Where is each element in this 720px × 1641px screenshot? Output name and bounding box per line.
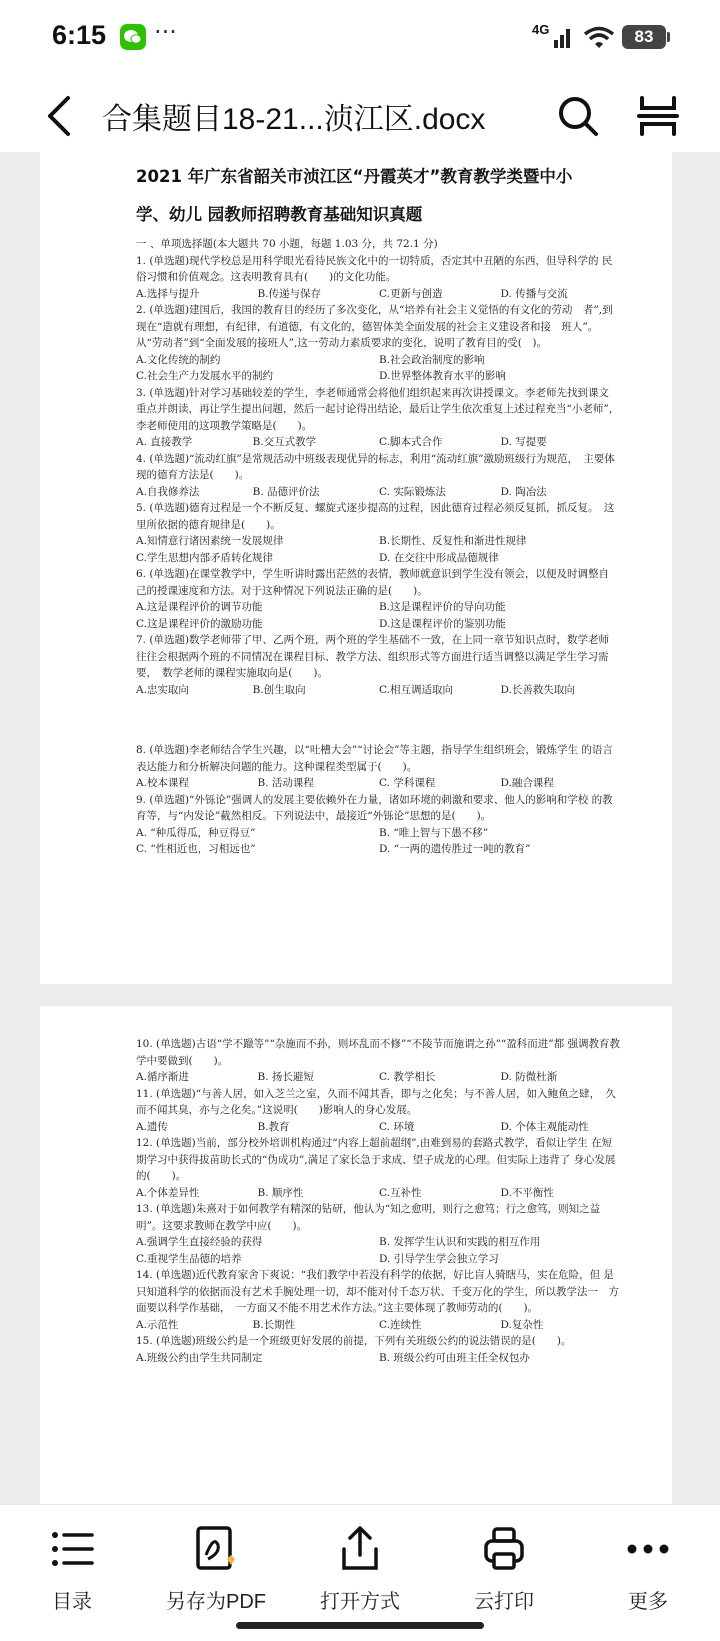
question-1-options: A.选择与提升 B.传递与保存 C.更新与创造 D. 传播与交流 <box>136 287 568 300</box>
question-14-options: A.示范性 B.长期性 C.连续性 D.复杂性 <box>136 1318 544 1331</box>
printer-icon <box>432 1521 576 1577</box>
question-11-options: A.遗传 B.教育 C. 环境 D. 个体主观能动性 <box>136 1120 589 1133</box>
question-15: 15. (单选题)班级公约是一个班级更好发展的前提，下列有关班级公约的说法错误的是( )。 <box>136 1335 572 1347</box>
question-13: 13. (单选题)朱熹对于如何教学有精深的钻研，他认为“知之愈明，则行之愈笃；行之愈笃，则知之益 明”。这要求教师在教学中应( )。 <box>136 1203 601 1232</box>
question-8: 8. (单选题)李老师结合学生兴趣，以“吐槽大会”“讨论会”等主题，指导学生组织班会，锻炼学生 的语言表达能力和分析解决问题的能力。这种课程类型属于( )。 <box>136 744 613 773</box>
document-page <box>40 1006 672 1504</box>
expand-icon <box>636 94 680 138</box>
question-3-options: A. 直接教学 B.交互式教学 C.脚本式合作 D. 写提要 <box>136 436 547 448</box>
question-10: 10. (单选题)古语“学不躐等”“杂施而不孙，则坏乱而不修”“不陵节而施谓之孙”“盈科而进”都 强调教育教学中要做到( )。 <box>136 1038 621 1067</box>
page-content <box>136 1036 622 1366</box>
question-8-options: A.校本课程 B. 活动课程 C. 学科课程 D.融合课程 <box>136 777 554 789</box>
cloud-print-button[interactable]: 云打印 <box>432 1521 576 1614</box>
question-4: 4. (单选题)“流动红旗”是常规活动中班级表现优异的标志，利用“流动红旗”激励班级行为规范， 主要体现的德育方法是( )。 <box>136 452 615 481</box>
question-9: 9. (单选题)“外铄论”强调人的发展主要依赖外在力量，诸如环境的刺激和要求、他人的影响和学校 的教育等，与“内发论”截然相反。下列说法中，最接近“外铄论”思想的是( )。 <box>136 793 613 822</box>
question-2-options: A.文化传统的制约 B.社会政治制度的影响 <box>136 353 485 366</box>
question-6-options: A.这是课程评价的调节功能 B.这是课程评价的导向功能 <box>136 601 506 613</box>
question-15-options: A.班级公约由学生共同制定 B. 班级公约可由班主任全权包办 <box>136 1351 530 1364</box>
question-12: 12. (单选题)当前，部分校外培训机构通过“内容上超前超纲”,由难到易的套路式教学，看似让学生 在短期学习中获得拔苗助长式的“伪成功”,满足了家长急于求成、望子成龙的心理。但实际上违背了 身心发展的( )。 <box>136 1137 616 1182</box>
question-12-options: A.个体差异性 B. 顺序性 C.互补性 D.不平衡性 <box>136 1186 554 1199</box>
expand-view-button[interactable] <box>636 94 680 142</box>
doc-heading-line2: 学、幼儿 园教师招聘教育基础知识真题 <box>136 205 423 224</box>
more-notifications-indicator: ··· <box>154 18 177 46</box>
more-dots-icon <box>576 1521 720 1577</box>
question-13-options: C.重视学生品德的培养 D. 引导学生学会独立学习 <box>136 1252 499 1265</box>
question-7-options: A.忠实取向 B.创生取向 C.相互调适取向 D.长善救失取向 <box>136 683 575 696</box>
question-11: 11. (单选题)“与善人居，如入芝兰之室，久而不闻其香，即与之化矣；与不善人居，如入鲍鱼之肆， 久而不闻其臭，亦与之化矣。”这说明( )影响人的身心发展。 <box>136 1087 616 1116</box>
status-bar <box>0 0 720 80</box>
more-button[interactable]: 更多 <box>576 1521 720 1614</box>
signal-icon <box>540 26 572 54</box>
question-5-options: A.知情意行诸因素统一发展规律 B.长期性、反复性和渐进性规律 <box>136 535 527 547</box>
battery-level: 83 <box>622 25 666 49</box>
question-6: 6. (单选题)在课堂教学中，学生听讲时露出茫然的表情，教师就意识到学生没有领会，以便及时调整自 己的授课速度和方法。对于这种情况下列说法正确的是( )。 <box>136 568 610 597</box>
question-5: 5. (单选题)德育过程是一个不断反复、螺旋式逐步提高的过程，因此德育过程必须反复抓，抓反复。 这里所依据的德育规律是( )。 <box>136 502 615 531</box>
wechat-notification-icon <box>120 24 146 50</box>
pdf-icon <box>144 1521 288 1577</box>
question-3: 3. (单选题)针对学习基础较差的学生，李老师通常会将他们组织起来再次讲授课文。李老师先找到课文 重点并朗读，再让学生提出问题，然后一起讨论得出结论，最后让学生依次重复上述过程充当“小老师”，李老师使用的这项教学策略是( )。 <box>136 386 620 432</box>
question-7: 7. (单选题)数学老师带了甲、乙两个班，两个班的学生基础不一致，在上同一章节知识点时，数学老师 往往会根据两个班的不同情况在课程目标、教学方法、组织形式等方面进行适当调整以满足学生学习需要， 数学老师的课程实施取向是( )。 <box>136 634 620 679</box>
network-type: 4G <box>532 22 550 37</box>
bottom-toolbar <box>0 1504 720 1641</box>
document-header <box>0 80 720 152</box>
search-icon <box>556 94 600 138</box>
wifi-icon <box>582 26 616 54</box>
share-icon <box>288 1521 432 1577</box>
question-2: 2. (单选题)建国后，我国的教育目的经历了多次变化，从“培养有社会主义觉悟的有文化的劳动 者”,到现在“造就有理想，有纪律，有道德，有文化的，德智体美全面发展的社会主义建设者和接 班人”。从“劳动者”到“全面发展的接班人”,这一劳动力素质要求的变化，说明了教育目的受( )。 <box>136 304 613 349</box>
question-10-options: A.循序渐进 B. 扬长避短 C. 教学相长 D. 防微杜渐 <box>136 1071 558 1083</box>
page-content <box>136 158 622 858</box>
open-with-button[interactable]: 打开方式 <box>288 1521 432 1614</box>
question-5-options: C.学生思想内部矛盾转化规律 D. 在交往中形成品德规律 <box>136 551 499 564</box>
status-time: 6:15 <box>52 20 107 50</box>
search-button[interactable] <box>556 94 600 142</box>
list-icon <box>0 1521 144 1577</box>
question-2-options: C.社会生产力发展水平的制约 D.世界整体教育水平的影响 <box>136 370 506 382</box>
question-4-options: A.自我修养法 B. 品德评价法 C. 实际锻炼法 D. 陶冶法 <box>136 485 547 498</box>
document-page <box>40 152 672 984</box>
question-6-options: C.这是课程评价的激励功能 D.这是课程评价的鉴别功能 <box>136 617 506 630</box>
save-as-pdf-button[interactable]: 另存为PDF <box>144 1521 288 1614</box>
question-14: 14. (单选题)近代教育家舍下爽说：“我们教学中若没有科学的依据，好比盲人骑瞎马，实在危险，但 是只知道科学的依据而没有艺术手腕处理一切，却不能对付千态万状、千变万化的学生，所以教学法一 方面要以科学作基础， 一方面又不能不用艺术作方法。”这主要体现了教师劳动的( )。 <box>136 1269 619 1314</box>
question-9-options: A. “种瓜得瓜，种豆得豆” B. “唯上智与下愚不移” <box>136 826 489 839</box>
back-button[interactable] <box>40 92 80 140</box>
doc-heading-line1: 2021 年广东省韶关市浈江区“丹霞英才”教育教学类暨中小 <box>136 167 573 186</box>
question-9-options: C. “性相近也，习相远也” D. “一两的遗传胜过一吨的教育” <box>136 843 531 855</box>
question-1: 1. (单选题)现代学校总是用科学眼光看待民族文化中的一切特质，否定其中丑陋的东西，但导科学的 民俗习惯和价值观念。这表明教育具有( )的文化功能。 <box>136 254 613 283</box>
section-intro: 一 、单项选择题(本大题共 70 小题，每题 1.03 分，共 72.1 分) <box>136 238 438 250</box>
home-indicator[interactable] <box>236 1622 484 1629</box>
toc-button[interactable]: 目录 <box>0 1521 144 1614</box>
document-title: 合集题目18-21...浈江区.docx <box>102 103 486 136</box>
question-13-options: A.强调学生直接经验的获得 B. 发挥学生认识和实践的相互作用 <box>136 1236 541 1248</box>
document-viewer[interactable] <box>0 152 720 1504</box>
battery-icon <box>667 32 670 42</box>
